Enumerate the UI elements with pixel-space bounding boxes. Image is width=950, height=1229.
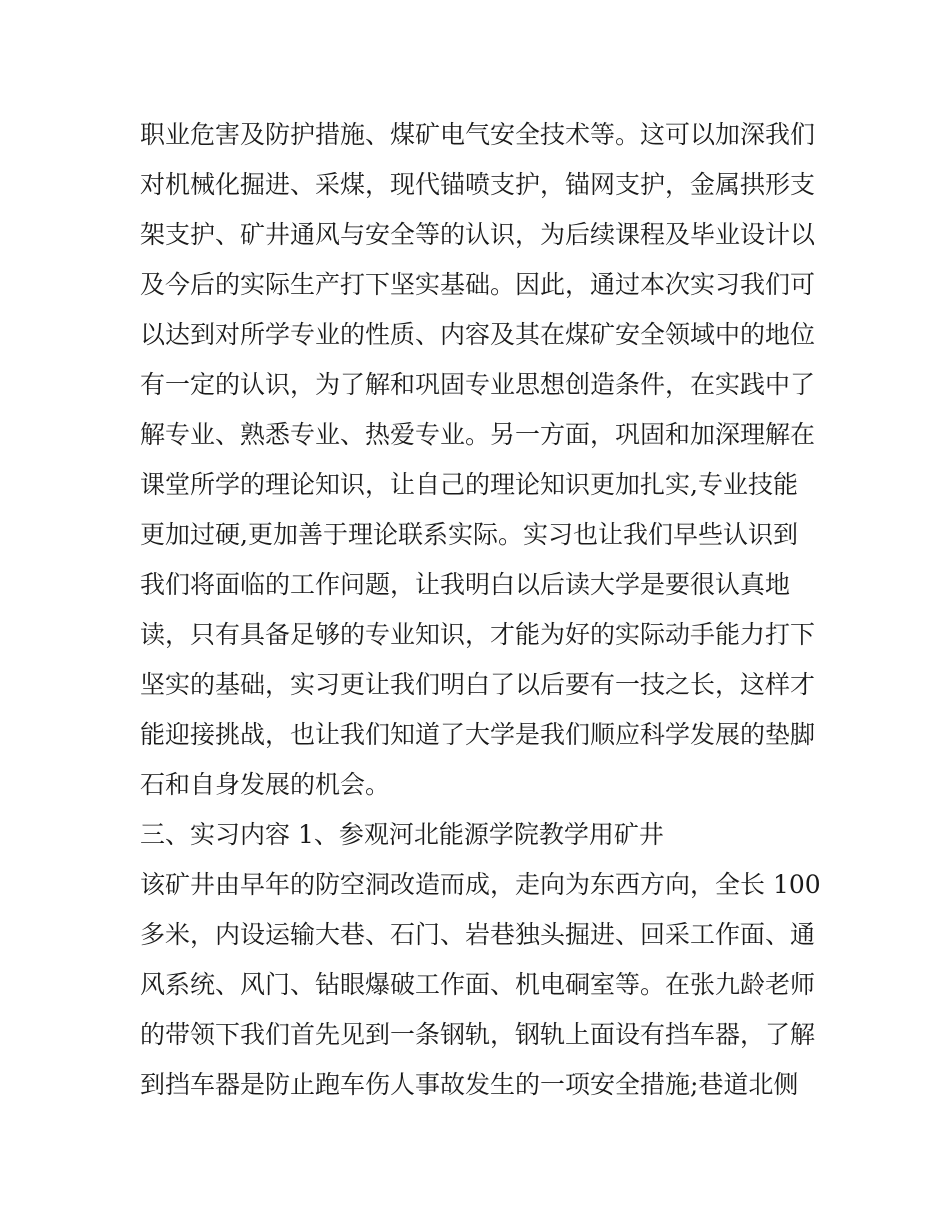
text-line: 的带领下我们首先见到一条钢轨，钢轨上面设有挡车器，了解 (140, 1020, 816, 1049)
text-line: 我们将面临的工作问题，让我明白以后读大学是要很认真地 (140, 570, 791, 599)
text-line: 风系统、风门、钻眼爆破工作面、机电硐室等。在张九龄老师 (140, 970, 816, 999)
text-line: 有一定的认识，为了解和巩固专业思想创造条件，在实践中了 (140, 370, 816, 399)
text-line: 以达到对所学专业的性质、内容及其在煤矿安全领域中的地位 (140, 320, 816, 349)
text-line: 职业危害及防护措施、煤矿电气安全技术等。这可以加深我们 (140, 120, 816, 149)
text-line: 能迎接挑战，也让我们知道了大学是我们顺应科学发展的垫脚 (140, 720, 816, 749)
text-line: 架支护、矿井通风与安全等的认识，为后续课程及毕业设计以 (140, 220, 816, 249)
text-line: 坚实的基础，实习更让我们明白了以后要有一技之长，这样才 (140, 670, 816, 699)
text-line: 对机械化掘进、采煤，现代锚喷支护，锚网支护，金属拱形支 (140, 170, 816, 199)
text-line: 石和自身发展的机会。 (140, 770, 391, 799)
text-line: 该矿井由早年的防空洞改造而成，走向为东西方向，全长 100 (140, 870, 821, 899)
text-line: 课堂所学的理论知识，让自己的理论知识更加扎实,专业技能 (140, 470, 798, 499)
text-line: 到挡车器是防止跑车伤人事故发生的一项安全措施;巷道北侧 (140, 1070, 799, 1099)
text-line: 多米，内设运输大巷、石门、岩巷独头掘进、回采工作面、通 (140, 920, 816, 949)
body-text (140, 110, 820, 1110)
text-line: 解专业、熟悉专业、热爱专业。另一方面，巩固和加深理解在 (140, 420, 816, 449)
text-line: 更加过硬,更加善于理论联系实际。实习也让我们早些认识到 (140, 520, 798, 549)
section-heading: 三、实习内容 1、参观河北能源学院教学用矿井 (140, 820, 664, 849)
text-line: 读，只有具备足够的专业知识，才能为好的实际动手能力打下 (140, 620, 816, 649)
text-line: 及今后的实际生产打下坚实基础。因此，通过本次实习我们可 (140, 270, 816, 299)
